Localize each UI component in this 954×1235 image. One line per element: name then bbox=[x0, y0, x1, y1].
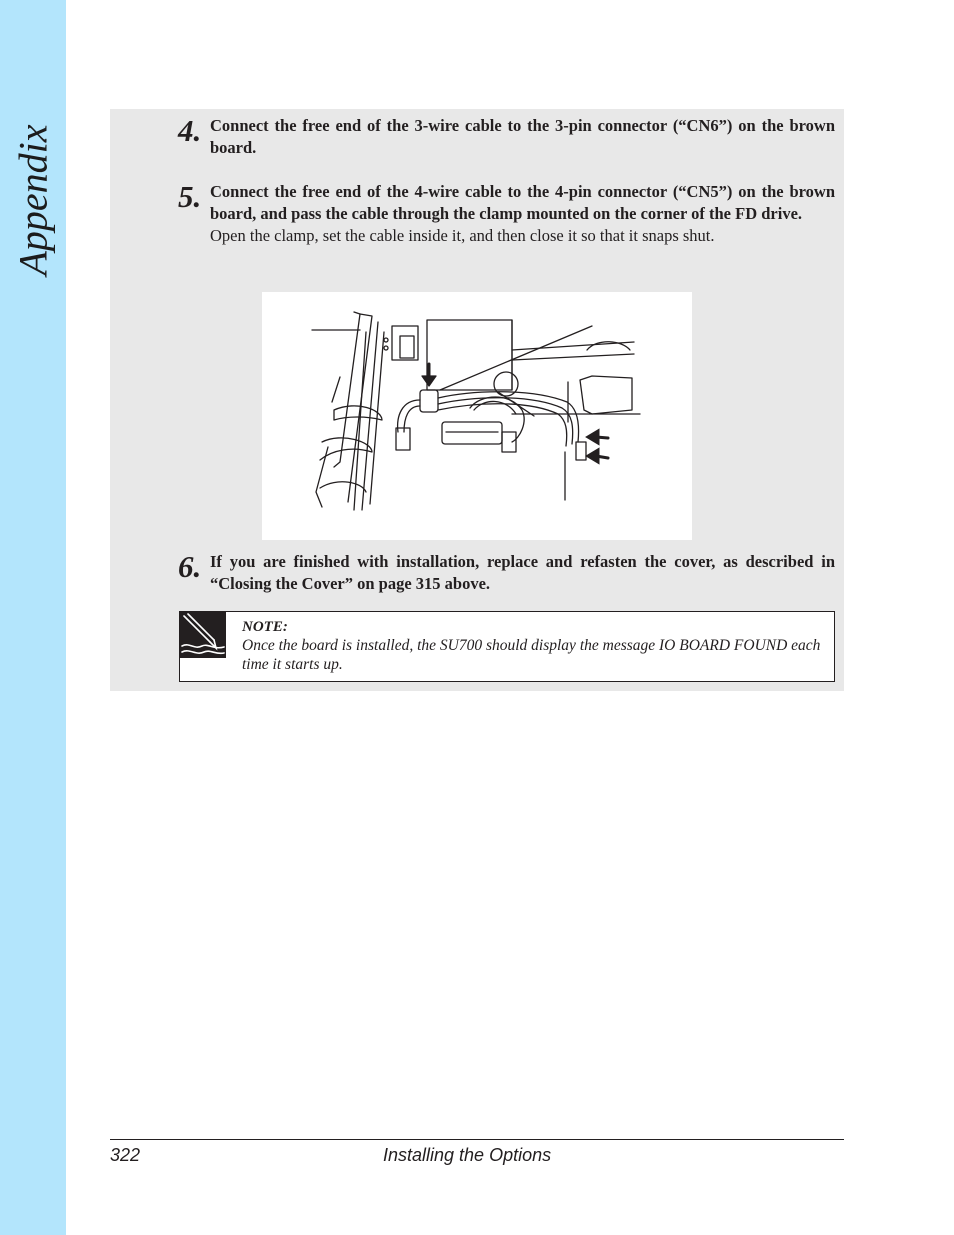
installation-illustration bbox=[262, 292, 692, 540]
step-text: Connect the free end of the 3-wire cable to the 3-pin connector (“CN6”) on the brown board. bbox=[210, 116, 835, 157]
note-text: Once the board is installed, the SU700 should display the message IO BOARD FOUND each time it starts up. bbox=[242, 637, 821, 673]
step-5 bbox=[178, 181, 835, 247]
note-box bbox=[179, 611, 835, 682]
page-number: 322 bbox=[110, 1145, 141, 1165]
step-6 bbox=[178, 551, 835, 595]
step-subtext: Open the clamp, set the cable inside it, and then close it so that it snaps shut. bbox=[210, 226, 715, 245]
step-text: Connect the free end of the 4-wire cable to the 4-pin connector (“CN5”) on the brown board, and pass the cable through the clamp mounted on the corner of the FD drive. bbox=[210, 182, 835, 223]
step-text: If you are finished with installation, replace and refasten the cover, as described in “Closing the Cover” on page 315 above. bbox=[210, 552, 835, 593]
cable-clamp-illustration bbox=[262, 292, 692, 540]
step-number: 5. bbox=[178, 179, 202, 214]
footer-divider bbox=[110, 1139, 844, 1140]
sidebar-title: Appendix bbox=[10, 124, 56, 276]
note-label: NOTE: bbox=[242, 619, 288, 635]
step-number: 6. bbox=[178, 549, 202, 584]
step-number: 4. bbox=[178, 113, 202, 148]
instruction-panel bbox=[110, 109, 844, 691]
pencil-note-icon bbox=[180, 612, 226, 658]
sidebar-tab bbox=[0, 0, 66, 1235]
step-4 bbox=[178, 115, 835, 159]
footer-title: Installing the Options bbox=[383, 1145, 552, 1165]
